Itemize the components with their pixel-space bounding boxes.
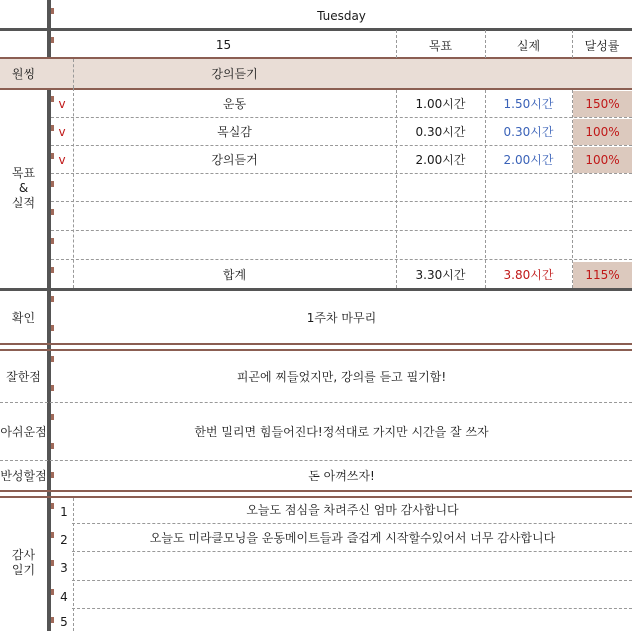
day-title: Tuesday bbox=[317, 9, 366, 23]
goal-task: 목실감 bbox=[217, 125, 252, 139]
goals-label-line: 목표 bbox=[11, 165, 36, 180]
good-points-label: 잘한점 bbox=[6, 370, 41, 384]
good-points-text: 피곤에 찌들었지만, 강의를 듣고 필기함! bbox=[236, 370, 447, 384]
tick bbox=[51, 238, 54, 244]
total-achievement-rate: 115% bbox=[573, 262, 632, 288]
gratitude-number: 1 bbox=[60, 504, 68, 519]
check-mark[interactable]: v bbox=[58, 152, 66, 167]
tick bbox=[51, 532, 54, 538]
warmup-task: 강의듣기 bbox=[211, 67, 258, 81]
goals-section-label bbox=[0, 160, 47, 216]
goals-label-line: & bbox=[18, 180, 29, 195]
goal-time: 2.00시간 bbox=[415, 153, 466, 167]
reflection-label: 반성할점 bbox=[0, 469, 47, 483]
achievement-rate: 100% bbox=[573, 147, 632, 173]
total-actual-time: 3.80시간 bbox=[503, 268, 554, 282]
row-separator bbox=[51, 230, 632, 231]
tick bbox=[51, 503, 54, 509]
actual-time: 1.50시간 bbox=[503, 97, 554, 111]
divider bbox=[0, 343, 632, 345]
actual-column-header: 실제 bbox=[516, 38, 541, 53]
goals-label-line: 실적 bbox=[11, 195, 36, 210]
gratitude-entry[interactable]: 오늘도 미라클모닝을 운동메이트들과 즐겁게 시작할수있어서 너무 감사합니다 bbox=[149, 530, 556, 545]
gratitude-entry[interactable] bbox=[73, 552, 632, 579]
goal-time: 0.30시간 bbox=[415, 125, 466, 139]
tick bbox=[51, 617, 54, 623]
goal-column-header: 목표 bbox=[428, 38, 453, 53]
gratitude-label-line: 일기 bbox=[11, 563, 36, 577]
tick bbox=[51, 181, 54, 187]
tick bbox=[51, 560, 54, 566]
header-divider bbox=[0, 28, 632, 31]
gratitude-section-label bbox=[0, 545, 47, 581]
gratitude-number: 2 bbox=[60, 532, 68, 547]
tick bbox=[51, 267, 54, 273]
row-separator bbox=[51, 173, 632, 174]
achievement-rate: 150% bbox=[573, 91, 632, 117]
warmup-label: 원씽 bbox=[11, 67, 36, 81]
date-label: 15 bbox=[215, 38, 232, 52]
gratitude-entry[interactable] bbox=[73, 609, 632, 631]
total-label: 합계 bbox=[222, 268, 247, 282]
actual-time: 2.00시간 bbox=[503, 153, 554, 167]
achievement-rate: 100% bbox=[573, 119, 632, 145]
goal-task: 강의듣거 bbox=[211, 153, 258, 167]
goal-task: 운동 bbox=[222, 97, 247, 111]
reflection-text: 돈 아껴쓰자! bbox=[308, 469, 375, 483]
regret-label: 아쉬운점 bbox=[0, 425, 47, 439]
gratitude-number: 4 bbox=[60, 589, 68, 604]
row-separator bbox=[51, 259, 632, 260]
rate-column-header: 달성률 bbox=[584, 38, 620, 53]
confirm-label: 확인 bbox=[11, 310, 36, 325]
tick bbox=[51, 589, 54, 595]
gratitude-number: 3 bbox=[60, 560, 68, 575]
gratitude-entry[interactable] bbox=[73, 581, 632, 607]
gratitude-entry[interactable]: 오늘도 점심을 차려주신 엄마 감사합니다 bbox=[246, 502, 459, 517]
goal-time: 1.00시간 bbox=[415, 97, 466, 111]
tick bbox=[51, 209, 54, 215]
total-goal-time: 3.30시간 bbox=[415, 268, 466, 282]
check-mark[interactable]: v bbox=[58, 124, 66, 139]
actual-time: 0.30시간 bbox=[503, 125, 554, 139]
regret-text: 한번 밀리면 힘들어진다!정석대로 가지만 시간을 잘 쓰자 bbox=[194, 425, 489, 439]
row-separator bbox=[51, 201, 632, 202]
divider bbox=[0, 490, 632, 492]
check-mark[interactable]: v bbox=[58, 96, 66, 111]
gratitude-number: 5 bbox=[60, 614, 68, 629]
gratitude-label-line: 감사 bbox=[11, 548, 36, 562]
confirm-text: 1주차 마무리 bbox=[306, 310, 377, 325]
